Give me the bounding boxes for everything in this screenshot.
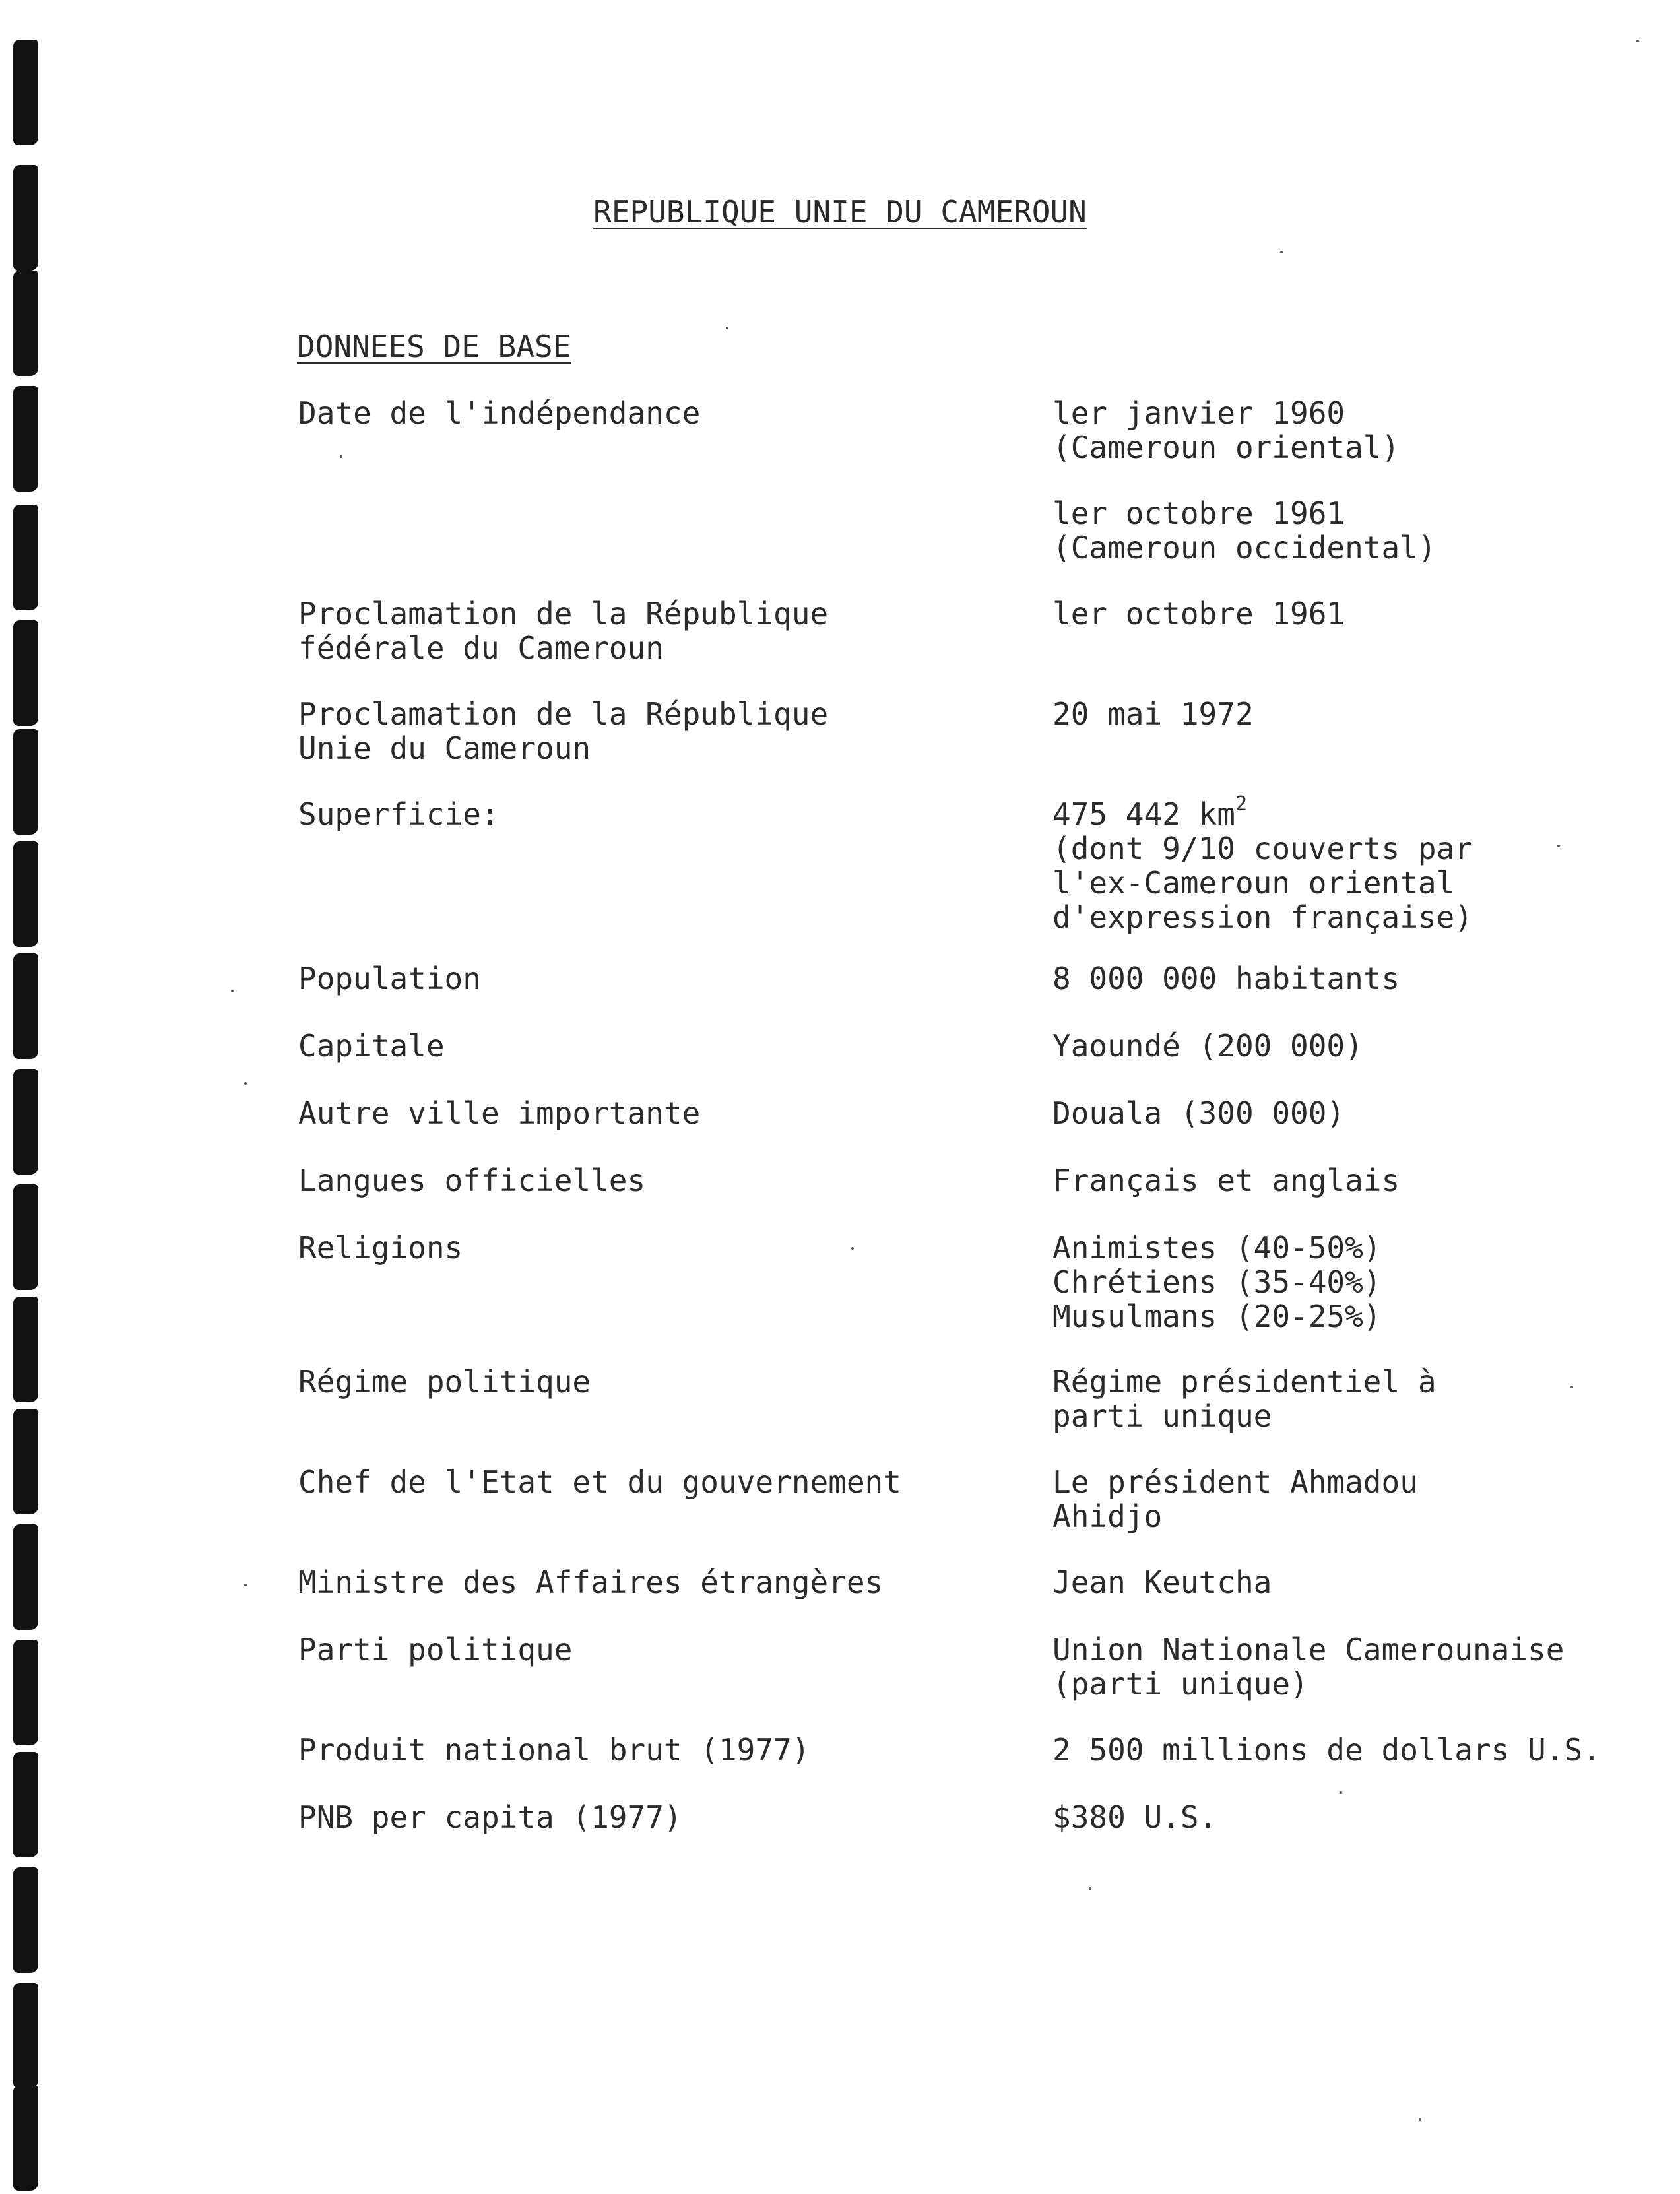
scan-speck <box>851 1247 854 1250</box>
punch-hole <box>13 841 38 947</box>
row-value <box>1052 792 1679 935</box>
row-value: 2 500 millions de dollars U.S. <box>1052 1732 1601 1768</box>
row-label: Superficie: <box>298 796 500 832</box>
punch-hole <box>13 1640 38 1745</box>
scan-speck <box>1089 1887 1091 1890</box>
row-value: 20 mai 1972 <box>1052 696 1254 732</box>
row-value: Le président Ahmadou Ahidjo <box>1052 1464 1418 1534</box>
row-label: Parti politique <box>298 1632 573 1667</box>
row-label: Régime politique <box>298 1364 591 1400</box>
superficie-value: 475 442 km <box>1052 796 1235 832</box>
page-title-text: REPUBLIQUE UNIE DU CAMEROUN <box>593 194 1087 230</box>
scan-speck <box>1419 2118 1421 2121</box>
punch-hole <box>13 1752 38 1857</box>
scan-speck <box>231 990 234 992</box>
row-label: Chef de l'Etat et du gouvernement <box>298 1464 901 1500</box>
row-label: Date de l'indépendance <box>298 395 701 431</box>
row-label: Religions <box>298 1230 463 1266</box>
row-value: 8 000 000 habitants <box>1052 961 1400 996</box>
punch-hole <box>13 505 38 610</box>
row-value: Français et anglais <box>1052 1163 1400 1198</box>
scan-speck <box>1557 845 1560 847</box>
row-label: Langues officielles <box>298 1163 646 1198</box>
row-label: Capitale <box>298 1028 445 1064</box>
punch-hole <box>13 620 38 726</box>
punch-hole <box>13 1867 38 1973</box>
row-label: Proclamation de la République Unie du Cameroun <box>298 696 829 766</box>
punch-hole <box>13 729 38 835</box>
page-title <box>0 194 1680 230</box>
row-label: Produit national brut (1977) <box>298 1732 810 1768</box>
scan-speck <box>1636 40 1639 42</box>
punch-hole <box>13 386 38 492</box>
punch-hole <box>13 2085 38 2191</box>
punch-hole <box>13 40 38 145</box>
scan-speck <box>1280 251 1283 253</box>
row-value: Animistes (40-50%) Chrétiens (35-40%) Musulmans (20-25%) <box>1052 1230 1382 1334</box>
punch-hole <box>13 1409 38 1514</box>
row-value: Union Nationale Camerounaise (parti unique) <box>1052 1632 1565 1702</box>
row-value: Yaoundé (200 000) <box>1052 1028 1363 1064</box>
row-value: Régime présidentiel à parti unique <box>1052 1364 1437 1434</box>
row-label: Ministre des Affaires étrangères <box>298 1565 884 1600</box>
row-label: PNB per capita (1977) <box>298 1799 682 1835</box>
row-value: Jean Keutcha <box>1052 1565 1272 1600</box>
superficie-note: (dont 9/10 couverts par l'ex-Cameroun oriental d'expression française) <box>1052 831 1473 935</box>
punch-hole <box>13 1069 38 1175</box>
row-value: $380 U.S. <box>1052 1799 1217 1835</box>
row-label: Proclamation de la République fédérale du Cameroun <box>298 596 829 666</box>
scan-speck <box>340 455 342 458</box>
row-value: ler octobre 1961 <box>1052 596 1345 631</box>
punch-hole <box>13 271 38 376</box>
scan-speck <box>244 1584 247 1586</box>
punch-hole <box>13 1297 38 1402</box>
scan-speck <box>244 1082 247 1085</box>
punch-hole <box>13 953 38 1059</box>
scan-speck <box>1570 1386 1573 1388</box>
scan-speck <box>1340 1791 1342 1794</box>
binder-punch-holes <box>9 40 49 2164</box>
row-label: Autre ville importante <box>298 1095 701 1131</box>
row-value: ler janvier 1960 (Cameroun oriental) <box>1052 395 1400 465</box>
row-value: Douala (300 000) <box>1052 1095 1345 1131</box>
row-value: ler octobre 1961 (Cameroun occidental) <box>1052 496 1437 565</box>
punch-hole <box>13 1524 38 1630</box>
scan-speck <box>726 327 728 329</box>
punch-hole <box>13 1983 38 2088</box>
superficie-exponent: 2 <box>1235 792 1248 816</box>
section-heading: DONNEES DE BASE <box>297 329 571 364</box>
punch-hole <box>13 1184 38 1290</box>
row-label: Population <box>298 961 481 996</box>
